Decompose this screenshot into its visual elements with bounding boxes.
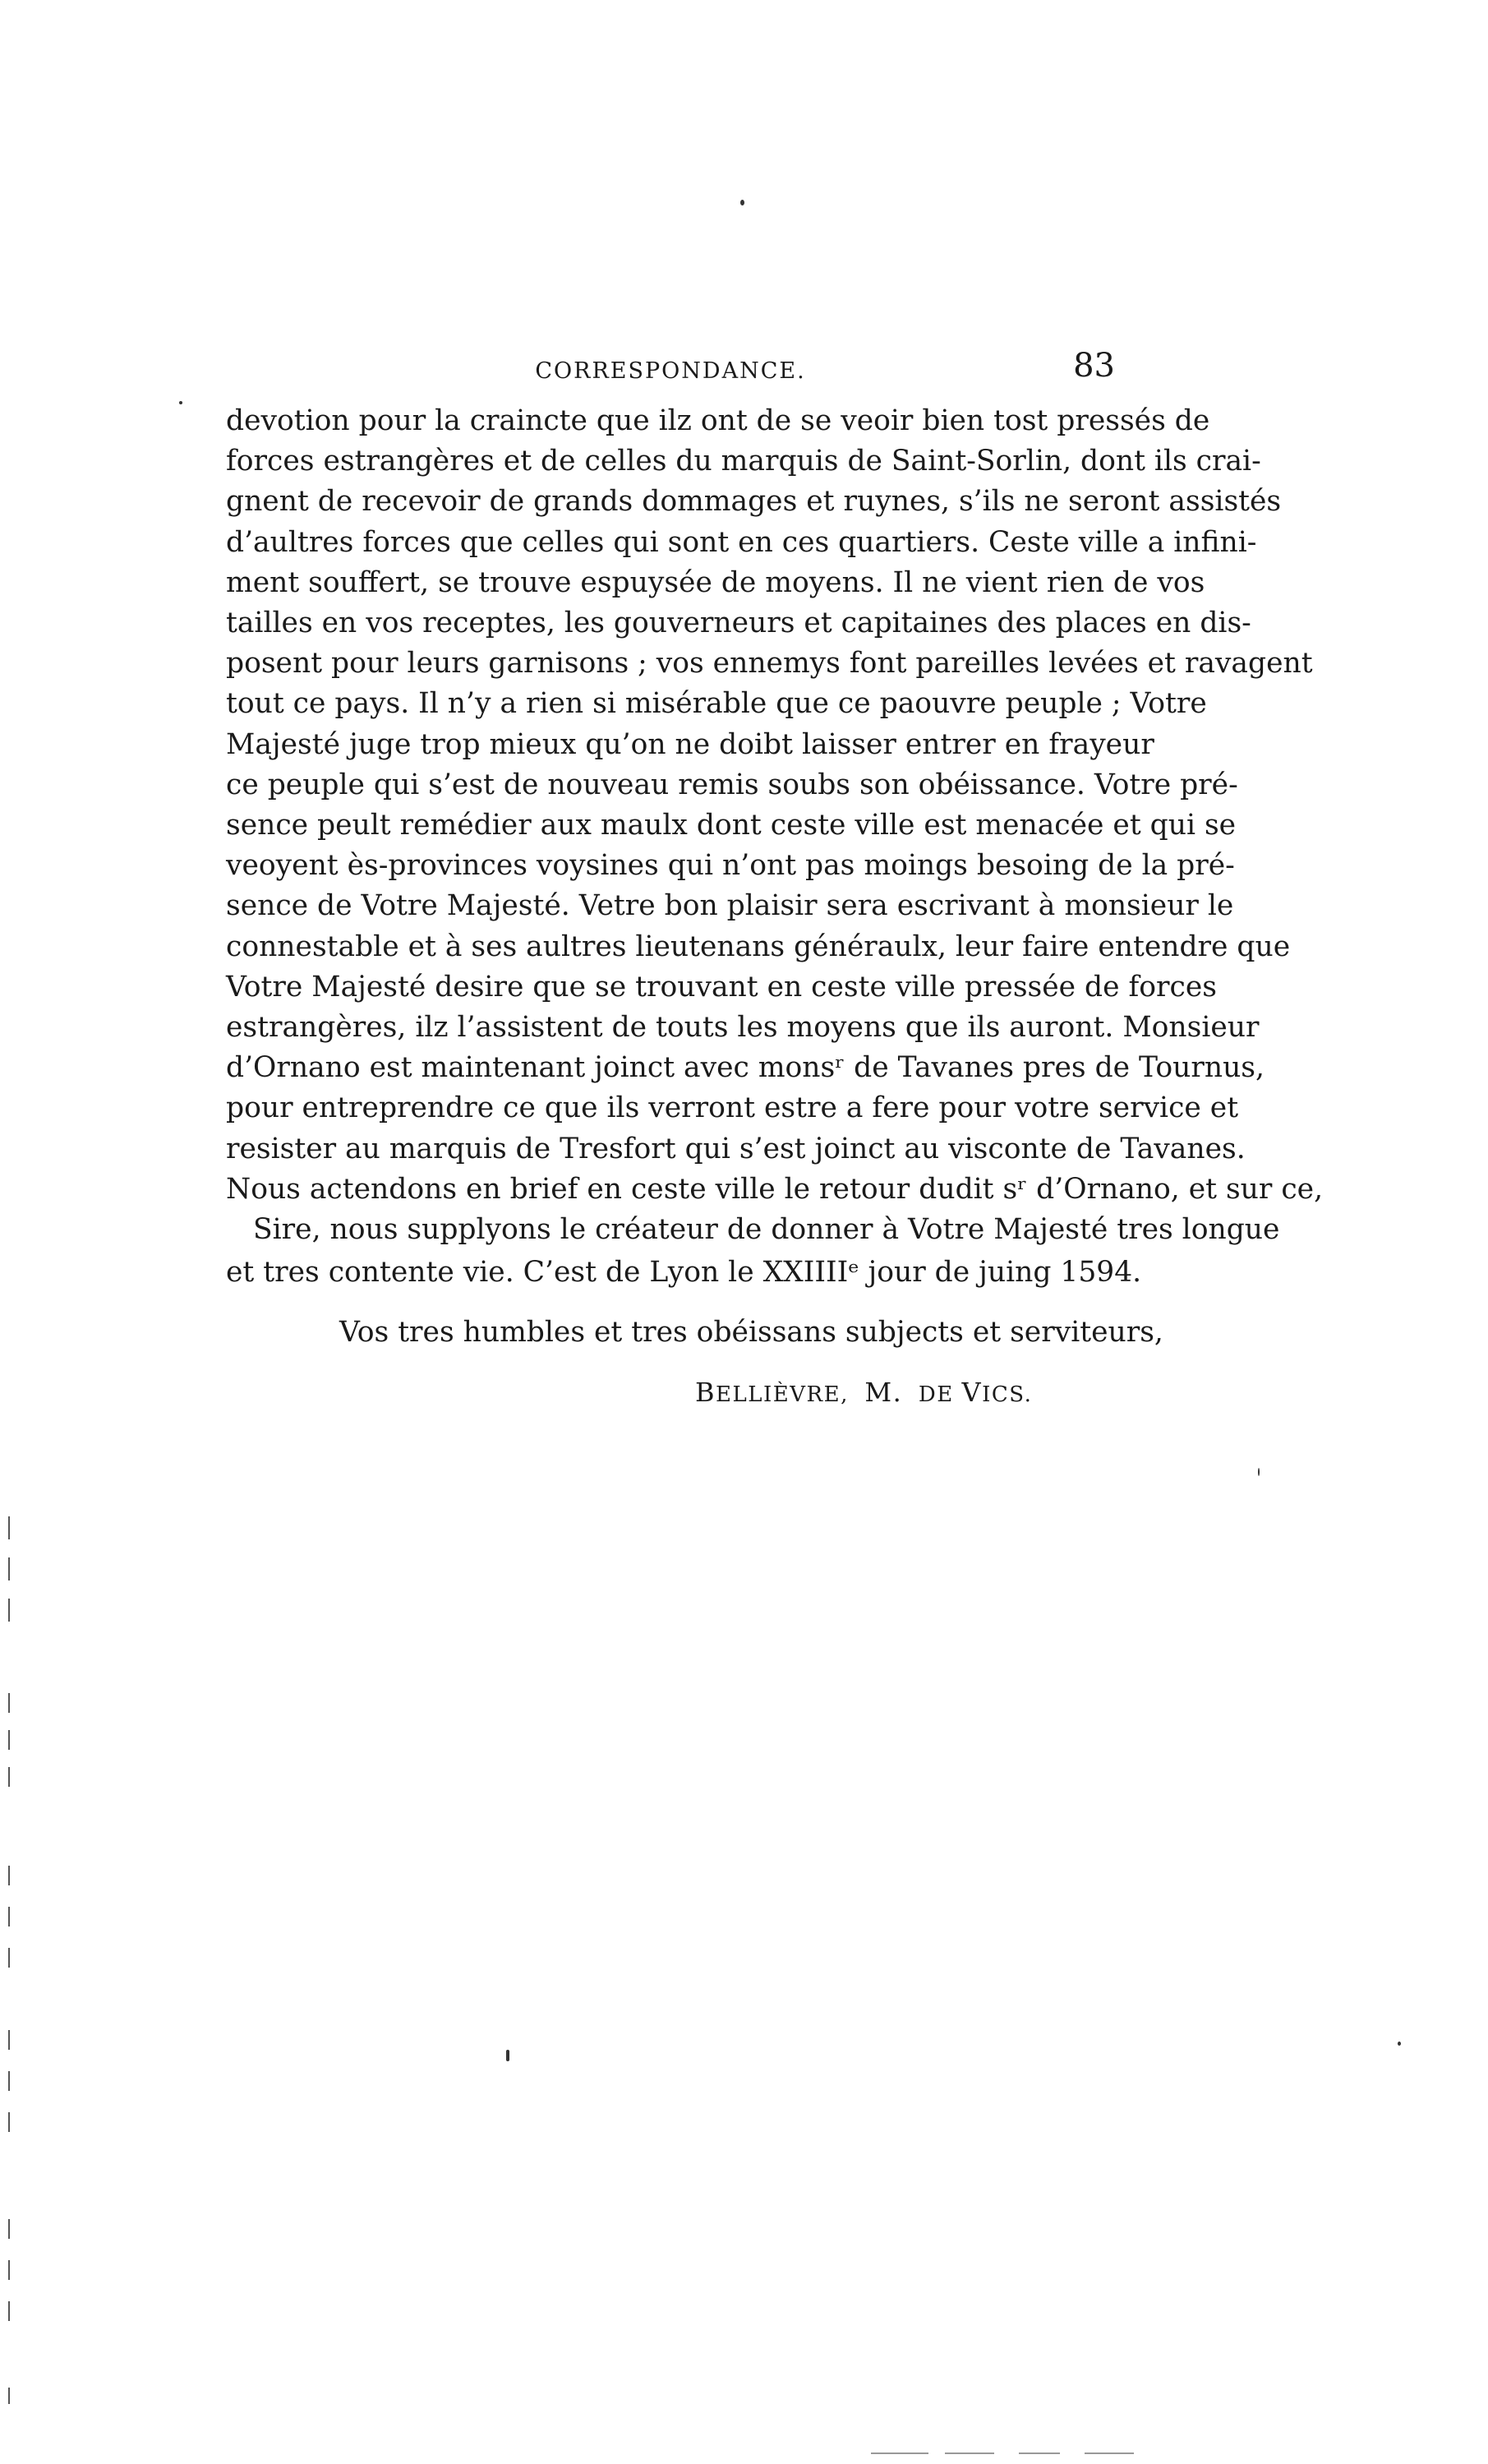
scan-speck: [179, 401, 182, 404]
scan-artifact: [8, 1693, 10, 1713]
closing-line: et tres contente vie. C’est de Lyon le XXIIIIᵉ jour de juing 1594.: [226, 1256, 1142, 1289]
signature-initial: V: [961, 1377, 983, 1408]
scan-speck: [1398, 2042, 1401, 2046]
running-head: [226, 345, 1115, 395]
body-line: estrangères, ilz l’assistent de touts les moyens que ils auront. Monsieur: [226, 1011, 1260, 1045]
salutation: Vos tres humbles et tres obéissans subjects et serviteurs,: [339, 1316, 1163, 1349]
scan-artifact: [945, 2452, 994, 2454]
scan-artifact: [8, 2260, 10, 2280]
scan-artifact: [8, 1516, 10, 1539]
page-number: 83: [1073, 347, 1115, 385]
body-line: Majesté juge trop mieux qu’on ne doibt laisser entrer en frayeur: [226, 727, 1154, 761]
scan-artifact: [8, 2030, 10, 2050]
body-line: sence de Votre Majesté. Vetre bon plaisir sera escrivant à monsieur le: [226, 889, 1234, 923]
scan-artifact: [1019, 2452, 1060, 2454]
scan-speck: [1258, 1468, 1260, 1476]
scan-artifact: [8, 1948, 10, 1968]
scan-speck: [506, 2050, 509, 2061]
body-line: ment souffert, se trouve espuysée de moyens. Il ne vient rien de vos: [226, 565, 1205, 599]
letter-body: [226, 401, 1324, 1210]
body-line: pour entreprendre ce que ils verront estre a fere pour votre service et: [226, 1091, 1239, 1125]
body-line: ce peuple qui s’est de nouveau remis soubs son obéissance. Votre pré-: [226, 768, 1238, 801]
closing-paragraph: [226, 1208, 1280, 1294]
signature-name: ELLIÈVRE,: [716, 1382, 849, 1407]
signature-particle: DE: [918, 1382, 954, 1407]
body-line: d’aultres forces que celles qui sont en ces quartiers. Ceste ville a infini-: [226, 525, 1257, 559]
body-line: forces estrangères et de celles du marquis de Saint-Sorlin, dont ils crai-: [226, 445, 1261, 478]
scan-artifact: [1085, 2452, 1134, 2454]
body-line: devotion pour la craincte que ilz ont de se veoir bien tost pressés de: [226, 404, 1210, 437]
running-title: CORRESPONDANCE.: [535, 358, 806, 384]
signature-initial: B: [695, 1377, 716, 1408]
body-line: connestable et à ses aultres lieutenans généraulx, leur faire entendre que: [226, 930, 1291, 963]
scan-artifact: [871, 2452, 928, 2454]
scan-artifact: [8, 1907, 10, 1926]
body-line: posent pour leurs garnisons ; vos ennemys font pareilles levées et ravagent: [226, 647, 1313, 681]
scan-artifact: [8, 1599, 10, 1622]
body-line: resister au marquis de Tresfort qui s’est joinct au visconte de Tavanes.: [226, 1132, 1246, 1165]
scan-artifact: [8, 2071, 10, 2091]
closing-line: Sire, nous supplyons le créateur de donner à Votre Majesté tres longue: [253, 1213, 1280, 1246]
body-line: veoyent ès-provinces voysines qui n’ont pas moings besoing de la pré-: [226, 849, 1235, 883]
signature-initial: M.: [864, 1377, 903, 1408]
body-line: Votre Majesté desire que se trouvant en ceste ville pressée de forces: [226, 970, 1217, 1004]
scan-artifact: [8, 2388, 10, 2404]
scan-speck: [740, 200, 744, 205]
signature-name: ICS.: [982, 1382, 1033, 1407]
signature: [695, 1371, 1032, 1416]
body-line: tout ce pays. Il n’y a rien si misérable que ce paouvre peuple ; Votre: [226, 687, 1207, 721]
scan-artifact: [8, 1557, 10, 1580]
scan-artifact: [8, 2112, 10, 2132]
body-line: tailles en vos receptes, les gouverneurs et capitaines des places en dis-: [226, 607, 1251, 640]
scan-artifact: [8, 2301, 10, 2321]
scan-artifact: [8, 1767, 10, 1787]
scan-artifact: [8, 1866, 10, 1885]
body-line: sence peult remédier aux maulx dont ceste ville est menacée et qui se: [226, 809, 1237, 842]
scan-artifact: [8, 2219, 10, 2239]
body-line: d’Ornano est maintenant joinct avec monsʳ de Tavanes pres de Tournus,: [226, 1051, 1265, 1085]
body-line: Nous actendons en brief en ceste ville le retour dudit sʳ d’Ornano, et sur ce,: [226, 1172, 1324, 1206]
body-line: gnent de recevoir de grands dommages et ruynes, s’ils ne seront assistés: [226, 485, 1282, 519]
scan-artifact: [8, 1730, 10, 1750]
